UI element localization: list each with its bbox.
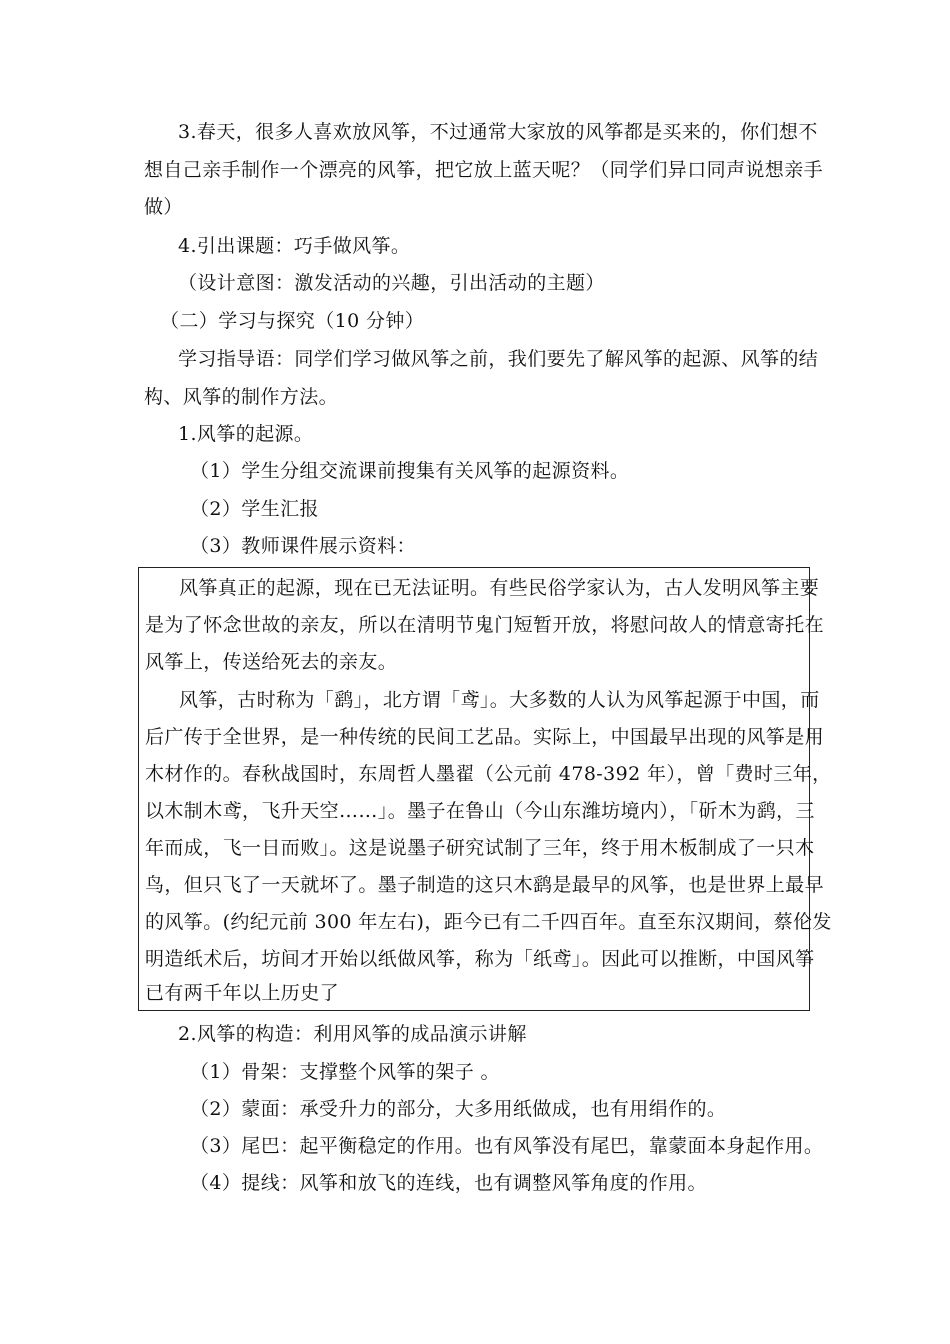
section2-heading: （二）学习与探究（10 分钟） bbox=[160, 310, 425, 332]
origin-step: （1）学生分组交流课前搜集有关风筝的起源资料。 bbox=[190, 460, 630, 482]
material-para2-line: 以木制木鸢，飞升天空……」。墨子在鲁山（今山东潍坊境内），「斫木为鹞，三 bbox=[145, 800, 815, 822]
guide-line2: 构、风筝的制作方法。 bbox=[144, 386, 339, 408]
structure-part: （4）提线：风筝和放飞的连线，也有调整风筝角度的作用。 bbox=[190, 1172, 707, 1194]
material-para1-line: 风筝真正的起源，现在已无法证明。有些民俗学家认为，古人发明风筝主要 bbox=[179, 577, 820, 599]
intro-item4: 4.引出课题：巧手做风筝。 bbox=[178, 235, 411, 257]
material-para2-line: 木材作的。春秋战国时，东周哲人墨翟（公元前 478-392 年），曾「费时三年， bbox=[145, 763, 832, 785]
material-para2-line: 明造纸术后，坊间才开始以纸做风筝，称为「纸鸢」。因此可以推断，中国风筝 bbox=[145, 948, 815, 970]
structure-part: （1）骨架：支撑整个风筝的架子 。 bbox=[190, 1061, 500, 1083]
material-para2-line: 鸟，但只飞了一天就坏了。墨子制造的这只木鹞是最早的风筝，也是世界上最早 bbox=[145, 874, 825, 896]
intro-item3-line2: 想自己亲手制作一个漂亮的风筝，把它放上蓝天呢？（同学们异口同声说想亲手 bbox=[144, 159, 824, 181]
material-box bbox=[138, 567, 832, 1011]
material-para2-line: 已有两千年以上历史了 bbox=[145, 982, 340, 1004]
structure-title: 2.风筝的构造：利用风筝的成品演示讲解 bbox=[178, 1023, 527, 1045]
structure-part: （3）尾巴：起平衡稳定的作用。也有风筝没有尾巴，靠蒙面本身起作用。 bbox=[190, 1135, 824, 1157]
material-para2-line: 风筝，古时称为「鹞」，北方谓「鸢」。大多数的人认为风筝起源于中国，而 bbox=[179, 689, 820, 711]
structure-part: （2）蒙面：承受升力的部分，大多用纸做成，也有用绢作的。 bbox=[190, 1098, 727, 1120]
design-intent-note: （设计意图：激发活动的兴趣，引出活动的主题） bbox=[178, 272, 605, 294]
material-para1-line: 风筝上，传送给死去的亲友。 bbox=[145, 651, 398, 673]
origin-step: （3）教师课件展示资料： bbox=[190, 535, 416, 557]
material-para2-line: 的风筝。(约纪元前 300 年左右)，距今已有二千四百年。直至东汉期间，蔡伦发 bbox=[145, 911, 832, 933]
material-para2-line: 后广传于全世界，是一种传统的民间工艺品。实际上，中国最早出现的风筝是用 bbox=[145, 726, 825, 748]
material-para1-line: 是为了怀念世故的亲友，所以在清明节鬼门短暂开放，将慰问故人的情意寄托在 bbox=[145, 614, 825, 636]
origin-title: 1.风筝的起源。 bbox=[178, 423, 314, 445]
guide-line1: 学习指导语：同学们学习做风筝之前，我们要先了解风筝的起源、风筝的结 bbox=[178, 348, 819, 370]
material-para2-line: 年而成，飞一日而败」。这是说墨子研究试制了三年，终于用木板制成了一只木 bbox=[145, 837, 815, 859]
intro-item3-line3: 做） bbox=[144, 196, 183, 218]
origin-step: （2）学生汇报 bbox=[190, 498, 319, 520]
intro-item3-line1: 3.春天，很多人喜欢放风筝，不过通常大家放的风筝都是买来的，你们想不 bbox=[178, 121, 818, 143]
